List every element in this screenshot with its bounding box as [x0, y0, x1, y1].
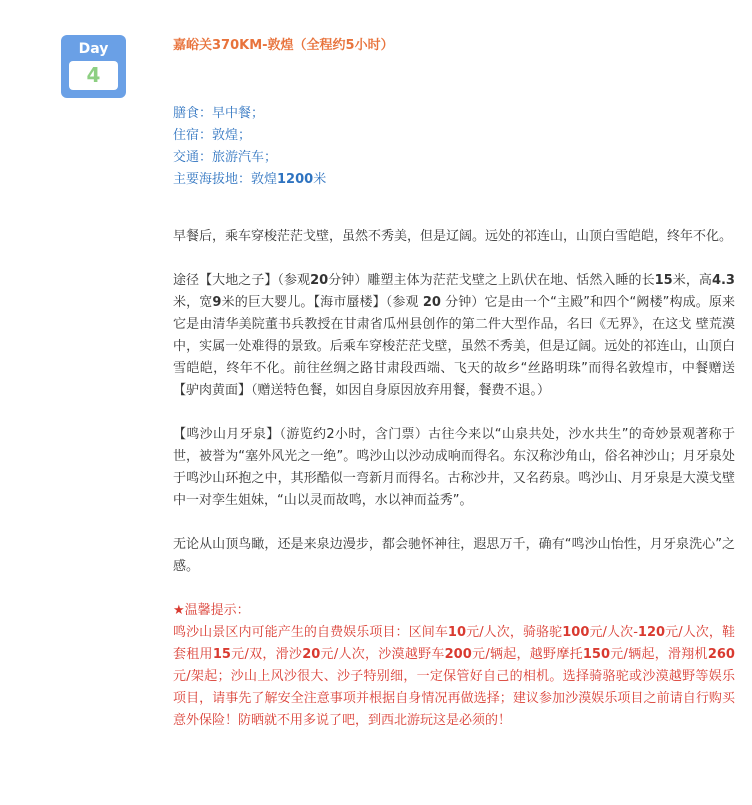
day-label: Day [78, 41, 109, 57]
day-number: 4 [86, 63, 101, 87]
altitude-value: 1200 [277, 172, 314, 187]
itinerary-content [173, 36, 735, 732]
text-number: 260 [707, 647, 735, 662]
text-number: 20 [422, 295, 441, 310]
text-number: 15 [212, 647, 231, 662]
paragraph-attractions [173, 270, 735, 402]
text-number: 4.3 [711, 273, 735, 288]
text-number: 10 [447, 625, 467, 640]
meals-info: 膳食：早中餐； [173, 106, 265, 121]
text-number: 20 [302, 647, 321, 662]
day-badge [61, 35, 126, 98]
tips-heading: ★温馨提示： [173, 603, 250, 618]
transport-info: 交通：旅游汽车； [173, 150, 278, 165]
tips-body [173, 622, 735, 732]
text-number: 15 [654, 273, 673, 288]
text-segment: 米的巨大婴儿。【海市蜃楼】（参观 [221, 295, 423, 310]
trip-info [173, 103, 735, 191]
text-segment: 米，宽 [173, 295, 213, 310]
paragraph-breakfast: 早餐后，乘车穿梭茫茫戈壁，虽然不秀美，但是辽阔。远处的祁连山，山顶白雪皑皑，终年不化。 [173, 229, 733, 244]
text-segment: 元/人次，鞋套租用 [173, 625, 735, 662]
text-number: 100 [562, 625, 590, 640]
day-number-box [69, 61, 118, 90]
altitude-unit: 米 [313, 172, 327, 187]
text-segment: 米，高 [672, 273, 712, 288]
text-segment: 途径【大地之子】（参观 [173, 273, 311, 288]
text-segment: 分钟）它是由一个“主殿”和四个“阙楼”构成。原来它是由清华美院董书兵教授在甘肃省瓜州县创作的第二件大型作品，名曰《无界》，在这戈 壁荒漠中，实属一处难得的景致。后乘车穿梭茫茫戈壁，虽然不秀美，但是辽阔。远处的祁连山，山顶白雪皑皑，终年不化。前往丝绸之路甘肃段西端、飞天的故乡“丝路明珠”而得名敦煌市，中餐赠送【驴肉黄面】（赠送特色餐，如因自身原因放弃用餐，餐费不退。） [173, 295, 735, 398]
altitude-info [173, 169, 735, 191]
text-segment: 鸣沙山景区内可能产生的自费娱乐项目：区间车 [173, 625, 448, 640]
text-segment: 分钟）雕塑主体为茫茫戈壁之上趴伏在地、恬然入睡的长 [328, 273, 655, 288]
text-number: 120 [637, 625, 666, 640]
altitude-prefix: 主要海拔地：敦煌 [173, 172, 278, 187]
text-segment: 元/辆起，滑翔机 [610, 647, 708, 662]
text-number: 20 [310, 273, 329, 288]
paragraph-mingsha-mountain: 【鸣沙山月牙泉】（游览约2小时，含门票）古往今来以“山泉共处，沙水共生”的奇妙景观著称于世，被誉为“塞外风光之一绝”。鸣沙山以沙动成响而得名。东汉称沙角山，俗名神沙山；月牙泉处于鸣沙山环抱之中，其形酷似一弯新月而得名。古称沙井，又名药泉。鸣沙山、月牙泉是大漠戈壁中一对孪生姐妹，“山以灵而故鸣，水以神而益秀”。 [173, 427, 735, 508]
text-segment: 元/架起；沙山上风沙很大、沙子特别细，一定保管好自己的相机。选择骑骆驼或沙漠越野等娱乐项目，请事先了解安全注意事项并根据自身情况再做选择；建议参加沙漠娱乐项目之前请自行购买意外保险！防晒就不用多说了吧，到西北游玩这是必须的！ [173, 669, 735, 728]
text-segment: 元/人次，骑骆驼 [466, 625, 563, 640]
lodging-info: 住宿：敦煌； [173, 128, 252, 143]
route-title: 嘉峪关370KM-敦煌（全程约5小时） [173, 38, 394, 53]
text-number: 200 [444, 647, 472, 662]
text-segment: 元/双，滑沙 [230, 647, 303, 662]
text-segment: 元/辆起，越野摩托 [471, 647, 583, 662]
text-segment: 元/人次- [589, 625, 638, 640]
text-number: 9 [212, 295, 222, 310]
warm-tips [173, 600, 735, 732]
paragraph-closing: 无论从山顶鸟瞰，还是来泉边漫步，都会驰怀神往，遐思万千，确有“鸣沙山怡性，月牙泉洗心”之感。 [173, 537, 735, 574]
text-segment: 元/人次，沙漠越野车 [320, 647, 445, 662]
text-number: 150 [582, 647, 611, 662]
